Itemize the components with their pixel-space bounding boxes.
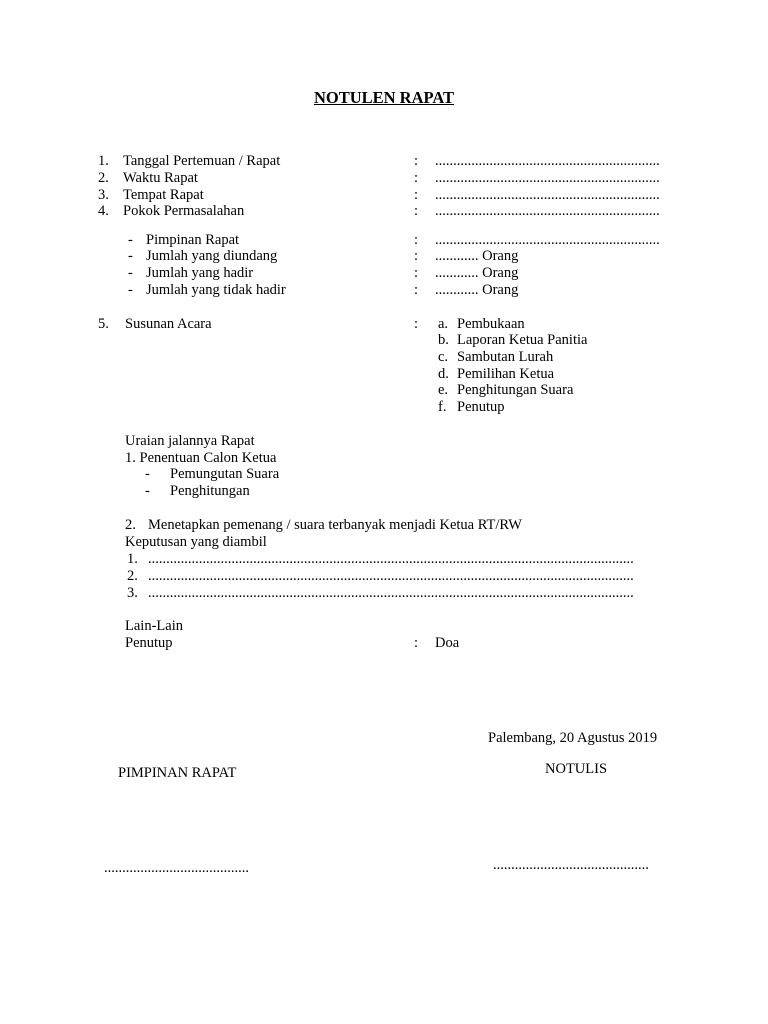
colon: :: [414, 187, 419, 203]
keputusan-heading-row: [0, 534, 768, 551]
item-waktu-row: [0, 170, 768, 187]
colon: :: [414, 248, 419, 264]
agenda-row: [0, 349, 768, 366]
item-number: 1.: [98, 153, 109, 169]
colon: :: [414, 282, 419, 298]
item-number: 4.: [98, 203, 109, 219]
agenda-row: [0, 382, 768, 399]
item-tempat-row: [0, 187, 768, 204]
uraian-point: 1. Penentuan Calon Ketua: [125, 450, 277, 466]
colon: :: [414, 203, 419, 219]
section-heading: Lain-Lain: [125, 618, 183, 634]
uraian-sub-row: [0, 483, 768, 500]
item-number: 2.: [98, 170, 109, 186]
agenda-row: [0, 332, 768, 349]
place-date: Palembang, 20 Agustus 2019: [488, 730, 658, 746]
penutup-row: [0, 635, 768, 652]
keputusan-line: [0, 585, 768, 602]
penutup-value: Doa: [435, 635, 460, 651]
uraian-point-1-row: [0, 450, 768, 467]
uraian-sub-row: [0, 466, 768, 483]
item-label: Pokok Permasalahan: [123, 203, 245, 219]
uraian-sub-item: Penghitungan: [170, 483, 250, 499]
signer-title-pimpinan: PIMPINAN RAPAT: [118, 765, 237, 781]
colon: :: [414, 153, 419, 169]
dash: -: [145, 483, 150, 499]
count-fill: ............ Orang: [435, 265, 519, 281]
dotted-fill: ..............................................................: [435, 232, 660, 248]
dash: -: [128, 265, 133, 281]
dotted-fill: ......................................................................................................................................: [148, 568, 634, 584]
sub-item-label: Jumlah yang diundang: [146, 248, 278, 264]
item-label: Susunan Acara: [125, 316, 212, 332]
uraian-point-2-row: [0, 517, 768, 534]
signer-title-notulis: NOTULIS: [545, 761, 608, 777]
section-heading: Uraian jalannya Rapat: [125, 433, 255, 449]
agenda-item: Pemilihan Ketua: [457, 366, 555, 382]
agenda-item: Penghitungan Suara: [457, 382, 574, 398]
uraian-sub-item: Pemungutan Suara: [170, 466, 280, 482]
sub-item-label: Jumlah yang hadir: [146, 265, 254, 281]
item-tanggal-row: [0, 153, 768, 170]
agenda-item: Laporan Ketua Panitia: [457, 332, 588, 348]
dotted-fill: ..............................................................: [435, 170, 660, 186]
count-fill: ............ Orang: [435, 248, 519, 264]
colon: :: [414, 265, 419, 281]
item-label: Penutup: [125, 635, 173, 651]
count-fill: ............ Orang: [435, 282, 519, 298]
dotted-fill: ......................................................................................................................................: [148, 551, 634, 567]
agenda-letter: c.: [438, 349, 449, 365]
uraian-point: Menetapkan pemenang / suara terbanyak menjadi Ketua RT/RW: [148, 517, 522, 533]
agenda-letter: e.: [438, 382, 449, 398]
item-number: 1.: [127, 551, 138, 567]
susunan-acara-row: [0, 316, 768, 333]
agenda-letter: b.: [438, 332, 449, 348]
sub-item-label: Pimpinan Rapat: [146, 232, 240, 248]
sub-item-tidak-hadir-row: [0, 282, 768, 299]
dotted-fill: ......................................................................................................................................: [148, 585, 634, 601]
item-number: 3.: [98, 187, 109, 203]
section-heading: Keputusan yang diambil: [125, 534, 267, 550]
sub-item-hadir-row: [0, 265, 768, 282]
agenda-row: [0, 399, 768, 416]
dash: -: [128, 248, 133, 264]
keputusan-line: [0, 551, 768, 568]
dash: -: [128, 282, 133, 298]
item-number: 3.: [127, 585, 138, 601]
agenda-item: Pembukaan: [457, 316, 525, 332]
sub-item-pimpinan-row: [0, 232, 768, 249]
uraian-heading-row: [0, 433, 768, 450]
item-label: Tempat Rapat: [123, 187, 204, 203]
dotted-fill: ..............................................................: [435, 203, 660, 219]
dotted-fill: ..............................................................: [435, 153, 660, 169]
agenda-letter: f.: [438, 399, 447, 415]
signature-line-pimpinan: ........................................: [104, 860, 249, 876]
keputusan-line: [0, 568, 768, 585]
agenda-letter: a.: [438, 316, 449, 332]
document-title: NOTULEN RAPAT: [313, 88, 455, 107]
agenda-item: Penutup: [457, 399, 505, 415]
sub-item-label: Jumlah yang tidak hadir: [146, 282, 286, 298]
item-number: 2.: [127, 568, 138, 584]
item-label: Tanggal Pertemuan / Rapat: [123, 153, 281, 169]
lain-lain-row: [0, 618, 768, 635]
dash: -: [145, 466, 150, 482]
dash: -: [128, 232, 133, 248]
colon: :: [414, 635, 419, 651]
item-pokok-row: [0, 203, 768, 220]
colon: :: [414, 170, 419, 186]
item-number: 2.: [125, 517, 136, 533]
colon: :: [414, 232, 419, 248]
item-label: Waktu Rapat: [123, 170, 198, 186]
item-number: 5.: [98, 316, 109, 332]
agenda-letter: d.: [438, 366, 449, 382]
dotted-fill: ..............................................................: [435, 187, 660, 203]
sub-item-diundang-row: [0, 248, 768, 265]
signature-line-notulis: ...........................................: [493, 857, 649, 873]
agenda-item: Sambutan Lurah: [457, 349, 554, 365]
colon: :: [414, 316, 419, 332]
agenda-row: [0, 366, 768, 383]
